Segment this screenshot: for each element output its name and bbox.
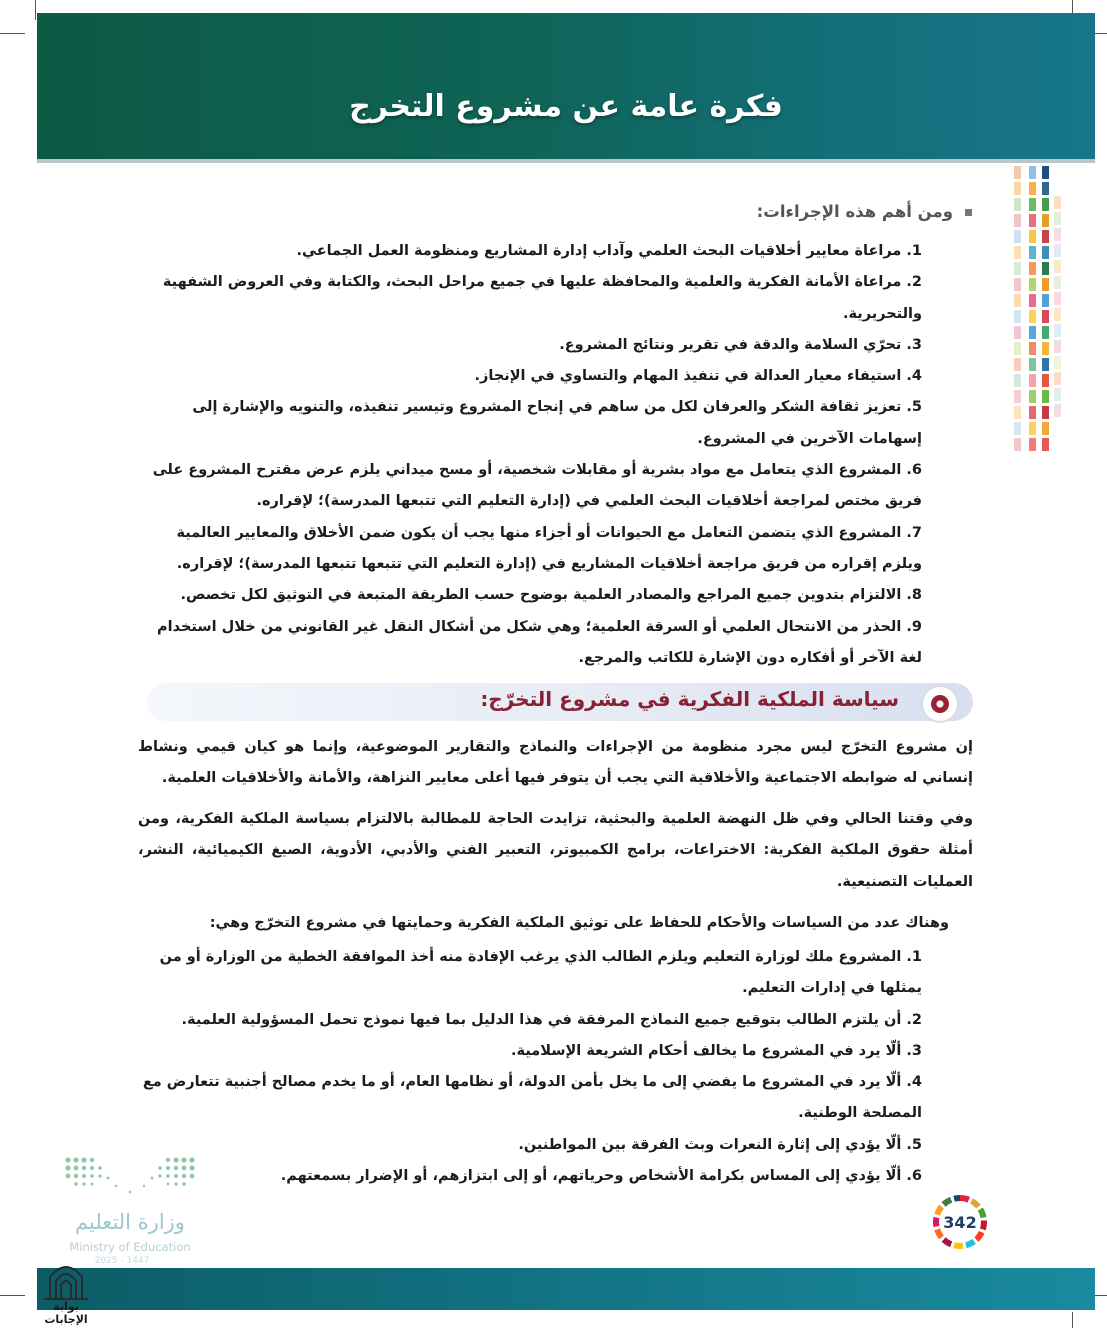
paragraph: وفي وقتنا الحالي وفي ظل النهضة العلمية والبحثية، تزايدت الحاجة للمطالبة بالالتزام بسياسة الملكية الفكرية، ومن أمثلة حقوق الملكية الفكرية: الاختراعات، برامج الكمبيوتر، التعبير الفني والأدبي، الأدوية، الصيغ الكيميائية، النشر، العمليات التصنيعية.	[138, 811, 973, 890]
square-bullet-icon	[965, 209, 972, 216]
ministry-name-ar: وزارة التعليم	[75, 1210, 185, 1234]
list-item: 1. المشروع ملك لوزارة التعليم ويلزم الطالب الذي يرغب الإفادة منه أخذ الموافقة الخطية من الوزارة أو من يمثلها في إدارات التعليم.	[159, 949, 922, 997]
page-footer-bar	[37, 1268, 1095, 1310]
list-item: 4. ألّا يرد في المشروع ما يفضي إلى ما يخل بأمن الدولة، أو نظامها العام، أو ما يخدم مصالح أجنبية تتعارض مع المصلحة الوطنية.	[142, 1074, 922, 1122]
crop-mark	[0, 1295, 25, 1296]
dots-logo-icon	[60, 1152, 200, 1202]
list-item: 7. المشروع الذي يتضمن التعامل مع الحيوانات أو أجزاء منها يجب أن يكون ضمن الأخلاق والمعايير العالمية ويلزم إقراره من فريق مراجعة أخلاقيات المشاريع في (إدارة التعليم التي تتبعها تتبعها المدرسة)؛ لإقراره.	[176, 524, 922, 572]
page-title: فكرة عامة عن مشروع التخرج	[349, 89, 783, 124]
procedures-list	[142, 236, 922, 674]
mosque-logo-icon	[30, 1255, 102, 1303]
list-item: 3. تحرّي السلامة والدقة في تقرير ونتائج المشروع.	[559, 336, 922, 353]
list-item: 5. ألّا يؤدي إلى إثارة النعرات وبث الفرقة بين المواطنين.	[518, 1136, 922, 1153]
crop-mark	[0, 33, 25, 34]
target-icon	[921, 685, 959, 723]
list-item: 5. تعزيز ثقافة الشكر والعرفان لكل من ساهم في إنجاح المشروع وتيسير تنفيذه، والتنويه والإشارة إلى إسهامات الآخرين في المشروع.	[192, 399, 922, 447]
page-header	[37, 13, 1095, 163]
list-item: 3. ألّا يرد في المشروع ما يخالف أحكام الشريعة الإسلامية.	[511, 1042, 922, 1059]
ministry-logo	[60, 1152, 200, 1267]
section-heading-text: ومن أهم هذه الإجراءات:	[756, 202, 953, 221]
list-item: 1. مراعاة معايير أخلاقيات البحث العلمي وآداب إدارة المشاريع ومنظومة العمل الجماعي.	[296, 243, 922, 259]
paragraph: وهناك عدد من السياسات والأحكام للحفاظ على توثيق الملكية الفكرية وحمايتها في مشروع التخرّج وهي:	[209, 915, 949, 931]
list-item: 6. المشروع الذي يتعامل مع مواد بشرية أو مقابلات شخصية، أو مسح ميداني يلزم عرض مقترح المشروع على فريق مختص لمراجعة أخلاقيات البحث العلمي في (إدارة التعليم التي تتبعها المدرسة)؛ لإقراره.	[152, 462, 922, 510]
page-number-badge	[933, 1195, 987, 1249]
crop-mark	[1072, 1312, 1073, 1328]
list-item: 2. أن يلتزم الطالب بتوقيع جميع النماذج المرفقة في هذا الدليل بما فيها نموذج تحمل المسؤولية العلمية.	[181, 1011, 922, 1028]
section-title-bar	[147, 683, 973, 721]
list-item: 4. استيفاء معيار العدالة في تنفيذ المهام والتساوي في الإنجاز.	[474, 368, 922, 385]
decorative-stripes	[1014, 166, 1054, 476]
list-item: 6. ألّا يؤدي إلى المساس بكرامة الأشخاص وحرياتهم، أو إلى ابتزازهم، أو الإضرار بسمعتهم.	[280, 1168, 922, 1185]
section-title: سياسة الملكية الفكرية في مشروع التخرّج:	[480, 687, 899, 711]
watermark	[30, 1255, 102, 1326]
ministry-name-en: Ministry of Education	[69, 1240, 191, 1254]
section-heading	[757, 202, 972, 221]
edition-year: 2025 - 1447	[94, 1256, 150, 1266]
list-item: 8. الالتزام بتدوين جميع المراجع والمصادر العلمية بوضوح حسب الطريقة المتبعة في التوثيق لكل تخصص.	[180, 587, 922, 604]
list-item: 9. الحذر من الانتحال العلمي أو السرقة العلمية؛ وهي شكل من أشكال النقل غير القانوني من خلال استخدام لغة الآخر أو أفكاره دون الإشارة للكاتب والمرجع.	[157, 618, 922, 666]
page-number: 342	[939, 1201, 981, 1243]
crop-mark	[35, 0, 36, 20]
paragraph: إن مشروع التخرّج ليس مجرد منظومة من الإجراءات والنماذج والتقارير الموضوعية، وإنما هو كيان قيمي ونشاط إنساني له ضوابطه الاجتماعية والأخلاقية التي يجب أن يتوفر فيها أعلى معايير النزاهة، والأمانة والأخلاقيات العلمية.	[138, 739, 973, 787]
watermark-text: بوابة الإجابات	[44, 1300, 88, 1326]
policies-list	[142, 942, 922, 1192]
list-item: 2. مراعاة الأمانة الفكرية والعلمية والمحافظة عليها في جميع مراحل البحث، والكتابة وفي العروض الشفهية والتحريرية.	[162, 274, 922, 322]
